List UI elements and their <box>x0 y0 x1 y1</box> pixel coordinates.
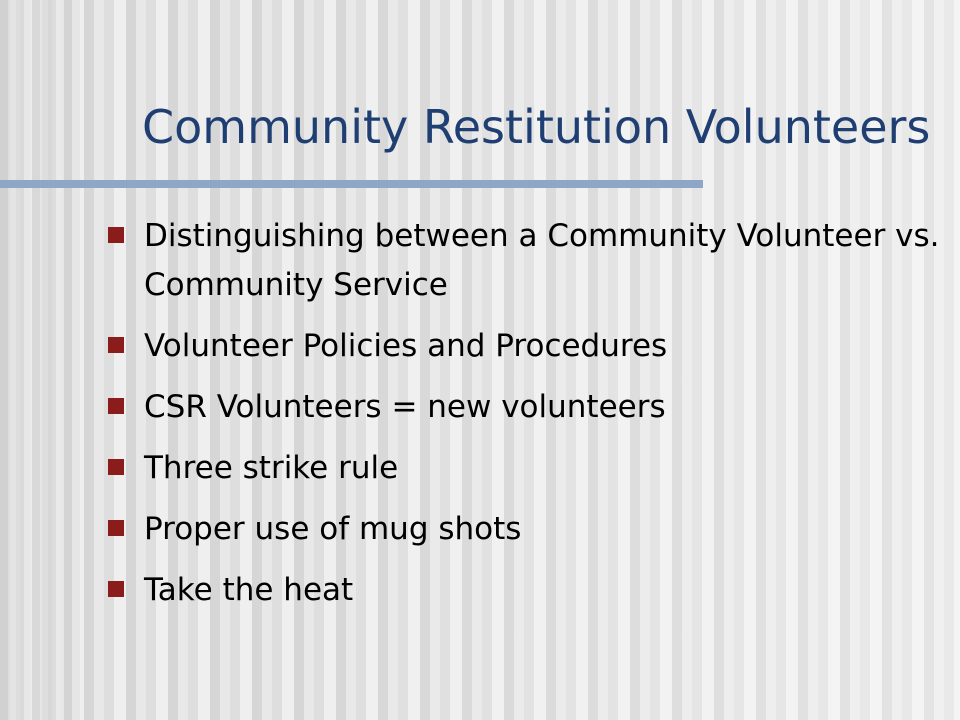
bullet-list <box>106 212 946 627</box>
bullet-text: CSR Volunteers = new volunteers <box>144 389 666 425</box>
bullet-item <box>106 212 946 310</box>
square-bullet-icon <box>108 227 124 243</box>
title-underline-rule <box>0 180 703 188</box>
square-bullet-icon <box>108 337 124 353</box>
bullet-text: Three strike rule <box>144 450 399 486</box>
left-stripe-band <box>0 0 80 720</box>
bullet-item <box>106 383 946 432</box>
bullet-item <box>106 322 946 371</box>
bullet-text: Volunteer Policies and Procedures <box>144 328 668 364</box>
square-bullet-icon <box>108 520 124 536</box>
bullet-item <box>106 505 946 554</box>
bullet-item <box>106 444 946 493</box>
bullet-item <box>106 566 946 615</box>
square-bullet-icon <box>108 398 124 414</box>
square-bullet-icon <box>108 581 124 597</box>
slide-title: Community Restitution Volunteers <box>142 100 931 154</box>
bullet-text: Take the heat <box>144 572 354 608</box>
bullet-text: Proper use of mug shots <box>144 511 522 547</box>
bullet-text: Distinguishing between a Community Volunteer vs. Community Service <box>144 218 940 303</box>
square-bullet-icon <box>108 459 124 475</box>
